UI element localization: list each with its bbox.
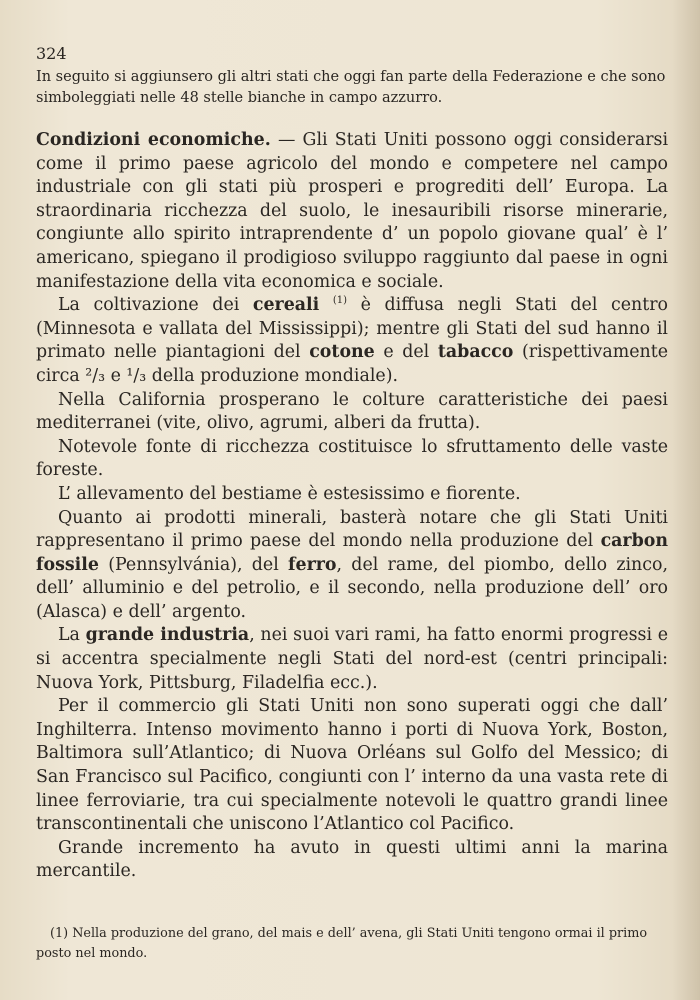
paragraph-commerce: Per il commercio gli Stati Uniti non sono superati oggi che dall’ Inghilterra. Intenso movimento hanno i porti di Nuova York, Boston, Baltimora sull’Atlantico; di Nuova Orléans sul Golfo del Messico; di San Francisco sul Pacifico, congiunti con l’ interno da una vasta rete di linee ferroviarie, tra cui specialmente notevoli le quattro grandi linee transcontinentali che uniscono l’Atlantico col Pacifico. <box>36 696 668 835</box>
keyword-carbon-fossile: carbon fossile <box>36 531 668 575</box>
text-run: (Pennsylvánia), del <box>98 554 289 575</box>
text-run: è diffusa negli Stati del centro (Minnesota e vallata del Mississippi); mentre gli Stati del sud hanno il primato nelle piantagioni del <box>36 295 668 363</box>
paragraph-cereals <box>36 294 668 388</box>
keyword-ferro: ferro <box>288 554 337 575</box>
page-content <box>36 44 668 964</box>
paragraph-forests: Notevole fonte di ricchezza costituisce lo sfruttamento delle vaste foreste. <box>36 436 668 481</box>
section-heading-economic: Condizioni economiche. <box>36 130 271 150</box>
page-number: 324 <box>36 44 67 63</box>
text-run: (rispettivamente circa ²/₃ e ¹/₃ della produzione mondiale). <box>36 342 668 386</box>
paragraph-economic-conditions <box>36 129 668 294</box>
text-run: La <box>58 625 86 646</box>
paragraph-minerals <box>36 507 668 625</box>
keyword-tabacco: tabacco <box>437 342 514 363</box>
text-run: Quanto ai prodotti minerali, basterà notare che gli Stati Uniti rappresentano il primo paese del mondo nella produzione del <box>36 507 668 552</box>
paragraph-livestock: L’ allevamento del bestiame è estesissimo e fiorente. <box>58 483 521 504</box>
keyword-grande-industria: grande industria <box>85 625 250 646</box>
text-run: La coltivazione dei <box>58 295 253 316</box>
footnote-ref: (1) <box>332 295 348 307</box>
keyword-cereali: cereali <box>252 295 320 316</box>
paragraph-merchant-navy: Grande incremento ha avuto in questi ultimi anni la marina mercantile. <box>36 837 668 882</box>
paragraph-text: Gli Stati Uniti possono oggi considerarsi come il primo paese agricolo del mondo e competere nel campo industriale con gli stati più prosperi e progrediti dell’ Europa. La straordinaria ricchezza del suolo, le inesauribili risorse minerarie, congiunte allo spirito intraprendente d’ un popolo giovane qual’ è l’ americano, spiegano il prodigioso sviluppo raggiunto dal paese in ogni manifestazione della vita economica e sociale. <box>36 130 669 292</box>
paragraph-california: Nella California prosperano le colture caratteristiche dei paesi mediterranei (vite, olivo, agrumi, alberi da frutta). <box>36 389 668 434</box>
text-run: e del <box>374 342 438 363</box>
heading-dash: — <box>270 130 303 150</box>
text-run: , del rame, del piombo, dello zinco, dell’ alluminio e del petrolio, e il secondo, nella produzione dell’ oro (Alasca) e dell’ argento. <box>36 554 668 622</box>
intro-paragraph: In seguito si aggiunsero gli altri stati che oggi fan parte della Federazione e che sono simboleggiati nelle 48 stelle bianche in campo azzurro. <box>36 69 666 106</box>
keyword-cotone: cotone <box>309 342 375 363</box>
paragraph-industry <box>36 624 668 695</box>
footnote: (1) Nella produzione del grano, del mais e dell’ avena, gli Stati Uniti tengono ormai il primo posto nel mondo. <box>36 926 648 961</box>
text-run: , nei suoi vari rami, ha fatto enormi progressi e si accentra specialmente negli Stati del nord-est (centri principali: Nuova York, Pittsburg, Filadelfia ecc.). <box>36 625 668 693</box>
